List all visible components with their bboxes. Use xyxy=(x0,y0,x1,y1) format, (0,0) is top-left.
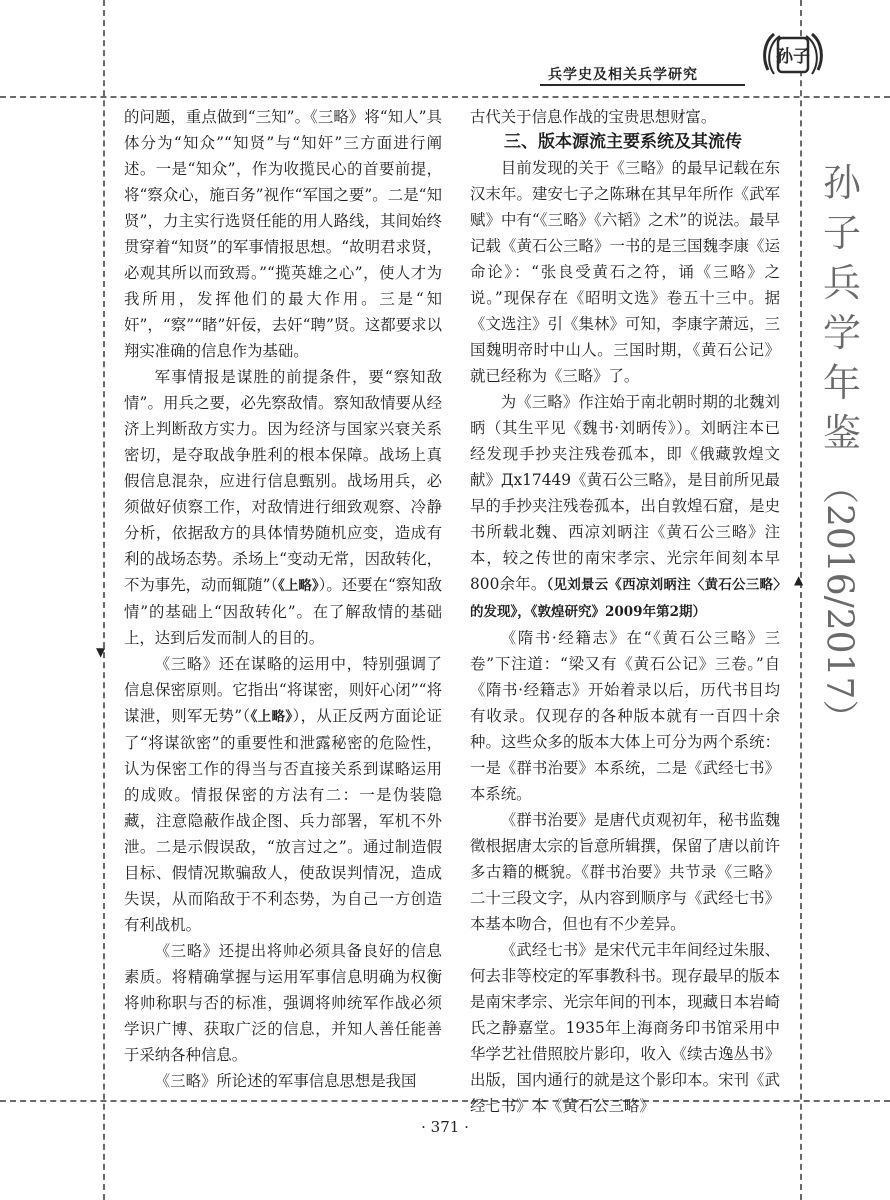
paragraph: 的问题，重点做到“三知”。《三略》将“知人”具体分为“知众”“知贤”与“知奸”三方面进行阐述。一是“知众”，作为收揽民心的首要前提，将“察众心，施百务”视作“军国之要”。二是“知贤”，力主实行选贤任能的用人路线，其间始终贯穿着“知贤”的军事情报思想。“故明君求贤，必观其所以而致焉。”“揽英雄之心”，使人才为我所用，发挥他们的最大作用。三是“知奸”，“察”“睹”奸佞，去奸“聘”贤。这都要求以翔实准确的信息作为基础。 xyxy=(124,108,442,360)
top-dashed-rule xyxy=(0,96,890,98)
paragraph: 《三略》还提出将帅必须具备良好的信息素质。将精确掌握与运用军事信息明确为权衡将帅称职与否的标准，强调将帅统军作战必须学识广博、获取广泛的信息，并知人善任能善于采纳各种信息。 xyxy=(124,942,442,1064)
right-column xyxy=(470,104,780,1119)
citation: 《上略》 xyxy=(250,709,293,725)
citation: （见刘景云《西凉刘昞注〈黄石公三略〉的发现》，《敦煌研究》2009年第2期） xyxy=(470,577,780,620)
paragraph: 古代关于信息作战的宝贵思想财富。 xyxy=(470,108,717,126)
paragraph: 《三略》还在谋略的运用中，特别强调了信息保密原则。它指出“将谋密，则奸心闭”“将谋泄，则军无势”（《上略》），从正反两方面论证了“将谋欲密”的重要性和泄露秘密的危险性，认为保密工作的得当与否直接关系到谋略运用的成败。情报保密的方法有二：一是伪装隐藏，注意隐蔽作战企图、兵力部署，军机不外泄。二是示假误敌，“放言过之”。通过制造假目标、假情况欺骗敌人，使敌误判情况，造成失误，从而陷敌于不利态势，为自己一方创造有利战机。 xyxy=(124,655,442,934)
title-char: 孙 xyxy=(822,161,861,205)
page-number: · 371 · xyxy=(421,1118,469,1136)
yearbook-title xyxy=(812,158,872,458)
section-heading: 三、版本源流主要系统及其流传 xyxy=(504,132,742,152)
paragraph: 目前发现的关于《三略》的最早记载在东汉末年。建安七子之陈琳在其早年所作《武军赋》中有“《三略》《六韬》之术”的说法。最早记载《黄石公三略》一书的是三国魏李康《运命论》：“张良受黄石之符，诵《三略》之说。”现保存在《昭明文选》卷五十三中。据《文选注》引《集林》可知，李康字萧远，三国魏明帝时中山人。三国时期，《黄石公记》就已经称为《三略》了。 xyxy=(470,159,780,385)
paragraph: 为《三略》作注始于南北朝时期的北魏刘昞（其生平见《魏书·刘昞传》）。刘昞注本已经发现手抄夹注残卷孤本，即《俄藏敦煌文献》Дх17449《黄石公三略》，是目前所见最早的手抄夹注残卷孤本，出自敦煌石窟，是史书所载北魏、西凉刘昞注《黄石公三略》注本，较之传世的南宋孝宗、光宗年间刻本早800余年。（见刘景云《西凉刘昞注〈黄石公三略〉的发现》，《敦煌研究》2009年第2期） xyxy=(470,393,780,620)
paragraph: 《武经七书》是宋代元丰年间经过朱服、何去非等校定的军事教科书。现存最早的版本是南宋孝宗、光宗年间的刊本，现藏日本岩崎氏之静嘉堂。1935年上海商务印书馆采用中华学艺社借照胶片影印，收入《续古逸丛书》出版，国内通行的就是这个影印本。宋刊《武经七书》本《黄石公三略》 xyxy=(470,941,780,1115)
header-rule xyxy=(540,84,745,86)
title-char: 学 xyxy=(822,311,861,355)
title-char: 子 xyxy=(822,211,861,255)
title-char: 鉴 xyxy=(822,411,861,455)
citation: 《上略》 xyxy=(278,578,319,594)
sunzi-seal-icon xyxy=(760,24,826,82)
logo-text: 孙子 xyxy=(776,47,810,67)
right-dashed-rule xyxy=(800,0,802,1200)
paragraph: 《隋书·经籍志》在“《黄石公三略》三卷”下注道：“梁又有《黄石公记》三卷。”自《隋书·经籍志》开始着录以后，历代书目均有收录。仅现存的各种版本就有一百四十余种。这些众多的版本大体上可分为两个系统：一是《群书治要》本系统，二是《武经七书》本系统。 xyxy=(470,629,780,803)
title-char: 年 xyxy=(822,361,861,405)
year-text: （2016/2017） xyxy=(818,468,860,736)
triangle-up-icon: ▲ xyxy=(794,573,804,587)
paragraph: 军事情报是谋胜的前提条件，要“察知敌情”。用兵之要，必先察敌情。察知敌情要从经济上判断敌方实力。因为经济与国家兴衰关系密切，是夺取战争胜利的根本保障。战场上真假信息混杂，应进行信息甄别。战场用兵，必须做好侦察工作，对敌情进行细致观察、冷静分析，依据敌方的具体情势随机应变，造成有利的战场态势。杀场上“变动无常，因敌转化，不为事先，动而辄随”（《上略》）。还要在“察知敌情”的基础上“因敌转化”。在了解敌情的基础上，达到后发而制人的目的。 xyxy=(124,368,443,647)
left-column xyxy=(124,104,442,1094)
title-char: 兵 xyxy=(822,261,861,305)
triangle-down-icon: ▼ xyxy=(96,645,106,659)
paragraph: 《群书治要》是唐代贞观初年，秘书监魏徵根据唐太宗的旨意所辑撰，保留了唐以前许多古籍的概貌。《群书治要》共节录《三略》二十三段文字，从内容到顺序与《武经七书》本基本吻合，但也有不少差异。 xyxy=(470,811,780,933)
paragraph: 《三略》所论述的军事信息思想是我国 xyxy=(154,1072,417,1090)
left-dashed-rule xyxy=(103,0,105,1200)
running-title: 兵学史及相关兵学研究 xyxy=(548,67,698,83)
